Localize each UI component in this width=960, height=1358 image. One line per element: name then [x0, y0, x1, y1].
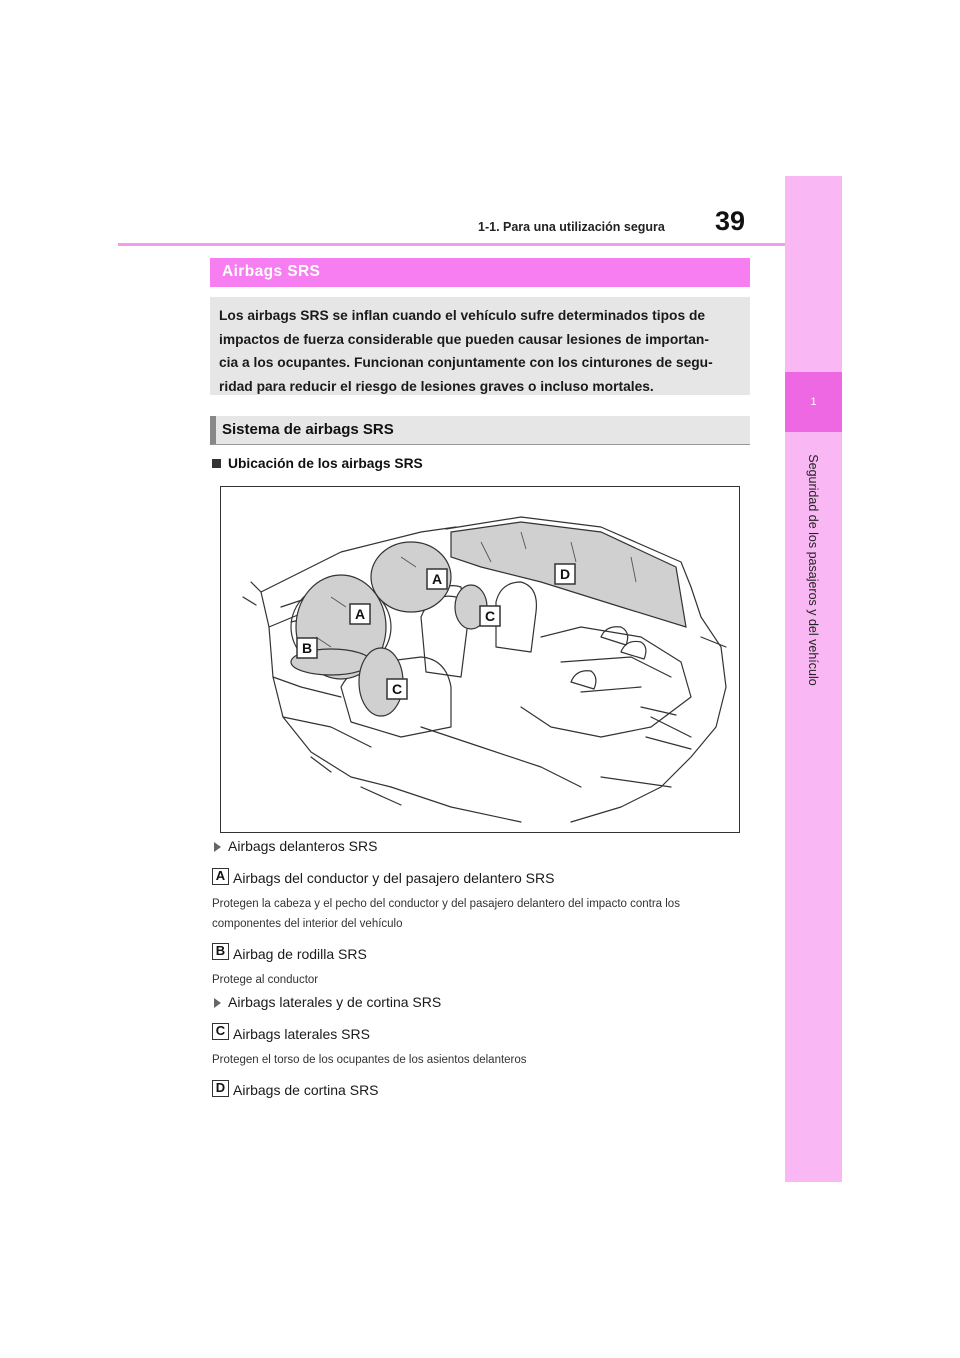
item-a-desc-line-2: componentes del interior del vehículo	[212, 918, 403, 930]
figure-label-d: D	[559, 566, 571, 582]
figure-label-a-driver: A	[354, 606, 366, 622]
page-number: 39	[715, 206, 746, 236]
figure-label-c-driver: C	[391, 681, 403, 697]
figure-label-b: B	[301, 640, 313, 656]
subsection-title: Sistema de airbags SRS	[222, 421, 394, 438]
vehicle-interior-illustration	[221, 487, 741, 834]
figure-label-a-passenger: A	[431, 571, 443, 587]
item-c-label: Airbags laterales SRS	[233, 1026, 370, 1042]
header-divider	[118, 243, 785, 246]
intro-line-1: Los airbags SRS se inflan cuando el vehículo sufre determinados tipos de	[219, 308, 706, 323]
intro-line-2: impactos de fuerza considerable que pueden causar lesiones de importan-	[219, 331, 709, 347]
item-a-label: Airbags del conductor y del pasajero delantero SRS	[233, 870, 555, 886]
letter-a-box: A	[212, 868, 229, 885]
front-airbags-group	[214, 838, 377, 854]
letter-d-box: D	[212, 1080, 229, 1097]
triangle-bullet-icon	[214, 842, 221, 852]
triangle-bullet-icon	[214, 998, 221, 1008]
intro-box	[210, 297, 750, 395]
item-b-label: Airbag de rodilla SRS	[233, 946, 367, 962]
square-bullet-icon	[212, 459, 221, 468]
letter-c-box: C	[212, 1023, 229, 1040]
side-curtain-group-label: Airbags laterales y de cortina SRS	[228, 994, 442, 1010]
page-title: Airbags SRS	[222, 263, 321, 280]
item-c-desc: Protegen el torso de los ocupantes de los asientos delanteros	[212, 1054, 527, 1066]
intro-line-4: ridad para reducir el riesgo de lesiones graves o incluso mortales.	[219, 378, 654, 394]
chapter-title-vertical: Seguridad de los pasajeros y del vehículo	[806, 454, 820, 686]
airbag-location-figure	[220, 486, 740, 833]
chapter-number: 1	[810, 396, 817, 408]
side-curtain-airbags-group	[214, 994, 441, 1010]
figure-label-c-passenger: C	[484, 608, 496, 624]
item-a-desc-line-1: Protegen la cabeza y el pecho del conductor y del pasajero delantero del impacto contra los	[212, 898, 680, 910]
intro-line-3: cia a los ocupantes. Funcionan conjuntamente con los cinturones de segu-	[219, 355, 713, 370]
item-b-desc: Protege al conductor	[212, 974, 319, 986]
letter-b-box: B	[212, 943, 229, 960]
location-heading-text: Ubicación de los airbags SRS	[228, 456, 423, 471]
section-header: 1-1. Para una utilización segura	[478, 220, 665, 234]
front-airbags-group-label: Airbags delanteros SRS	[228, 838, 378, 854]
location-heading	[212, 456, 423, 471]
item-d-label: Airbags de cortina SRS	[233, 1082, 379, 1098]
